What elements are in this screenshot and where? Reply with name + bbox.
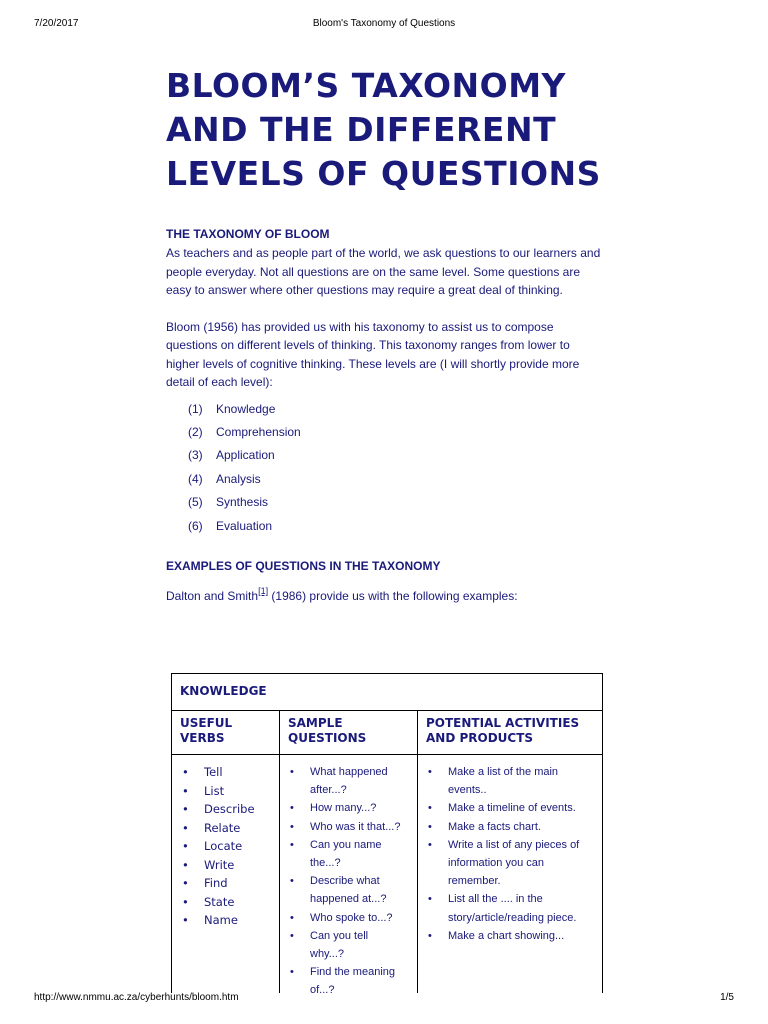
- section-heading-examples: EXAMPLES OF QUESTIONS IN THE TAXONOMY: [166, 558, 441, 573]
- list-item: (6) Evaluation: [188, 518, 273, 533]
- list-item: • How many...?: [290, 802, 377, 815]
- list-item: • Who spoke to...?: [290, 911, 393, 924]
- dalton-paragraph: Dalton and Smith[1] (1986) provide us with the following examples:: [166, 585, 518, 603]
- list-item: • Can you name the...?: [290, 838, 382, 870]
- list-item: • Relate: [182, 820, 241, 835]
- list-item: • Write: [182, 857, 235, 872]
- page-number: 1/5: [720, 992, 734, 1003]
- print-header: [34, 18, 734, 32]
- list-item: • Can you tell why...?: [290, 929, 369, 961]
- print-title: Bloom's Taxonomy of Questions: [312, 18, 456, 29]
- list-item: • Find: [182, 876, 228, 890]
- list-item: (2) Comprehension: [188, 424, 301, 439]
- list-item: • Write a list of any pieces of information you can remember.: [428, 838, 580, 888]
- list-item: • State: [182, 894, 235, 909]
- list-item: • Who was it that...?: [290, 820, 401, 833]
- verbs-list: [172, 755, 279, 930]
- page-title: BLOOM’S TAXONOMY AND THE DIFFERENT LEVELS OF QUESTIONS: [166, 66, 601, 193]
- list-item: • Make a timeline of events.: [428, 802, 576, 815]
- document-content: [166, 64, 606, 627]
- list-item: (3) Application: [188, 448, 275, 463]
- footnote-link[interactable]: [1]: [258, 585, 269, 596]
- section-heading-taxonomy: THE TAXONOMY OF BLOOM: [166, 227, 330, 241]
- header-useful-verbs: USEFUL VERBS: [172, 711, 280, 754]
- table-title: KNOWLEDGE: [172, 674, 602, 711]
- list-item: (1) Knowledge: [188, 401, 276, 416]
- list-item: • What happened after...?: [290, 766, 388, 797]
- list-item: • Name: [182, 913, 238, 927]
- table-header-row: [172, 711, 602, 755]
- list-item: (5) Synthesis: [188, 495, 269, 510]
- activities-cell: [418, 755, 602, 993]
- list-item: (4) Analysis: [188, 471, 261, 486]
- list-item: • List all the .... in the story/article/reading piece.: [428, 893, 577, 924]
- list-item: • List: [182, 783, 225, 798]
- source-url: http://www.nmmu.ac.za/cyberhunts/bloom.htm: [34, 992, 239, 1003]
- print-footer: [34, 992, 734, 1006]
- questions-cell: [280, 755, 418, 997]
- activities-list: [418, 755, 602, 945]
- list-item: • Locate: [182, 839, 243, 853]
- knowledge-table: [171, 673, 603, 997]
- list-item: • Tell: [182, 765, 223, 779]
- list-item: • Make a chart showing...: [428, 929, 565, 942]
- bloom-paragraph: Bloom (1956) has provided us with his taxonomy to assist us to compose questions on different levels of thinking. This taxonomy ranges from lower to higher levels of cognitive thinking. These levels are (I will shortly provide more detail of each level):: [166, 319, 580, 389]
- examples-section: [166, 558, 606, 603]
- header-sample-questions: SAMPLE QUESTIONS: [280, 711, 418, 754]
- verbs-cell: [172, 755, 280, 993]
- questions-list: [280, 755, 417, 1000]
- list-item: • Describe what happened at...?: [290, 875, 387, 906]
- levels-list: [188, 398, 606, 538]
- header-activities: POTENTIAL ACTIVITIES AND PRODUCTS: [426, 716, 580, 745]
- print-date: 7/20/2017: [34, 18, 79, 29]
- list-item: • Make a facts chart.: [428, 820, 541, 833]
- list-item: • Find the meaning of...?: [290, 966, 395, 997]
- list-item: • Describe: [182, 802, 255, 816]
- list-item: • Make a list of the main events..: [428, 766, 559, 797]
- table-body-row: [172, 755, 602, 997]
- intro-paragraph: As teachers and as people part of the world, we ask questions to our learners and people everyday. Not all questions are on the same level. Some questions are easy to answer where other questions may require a great deal of thinking.: [166, 246, 601, 297]
